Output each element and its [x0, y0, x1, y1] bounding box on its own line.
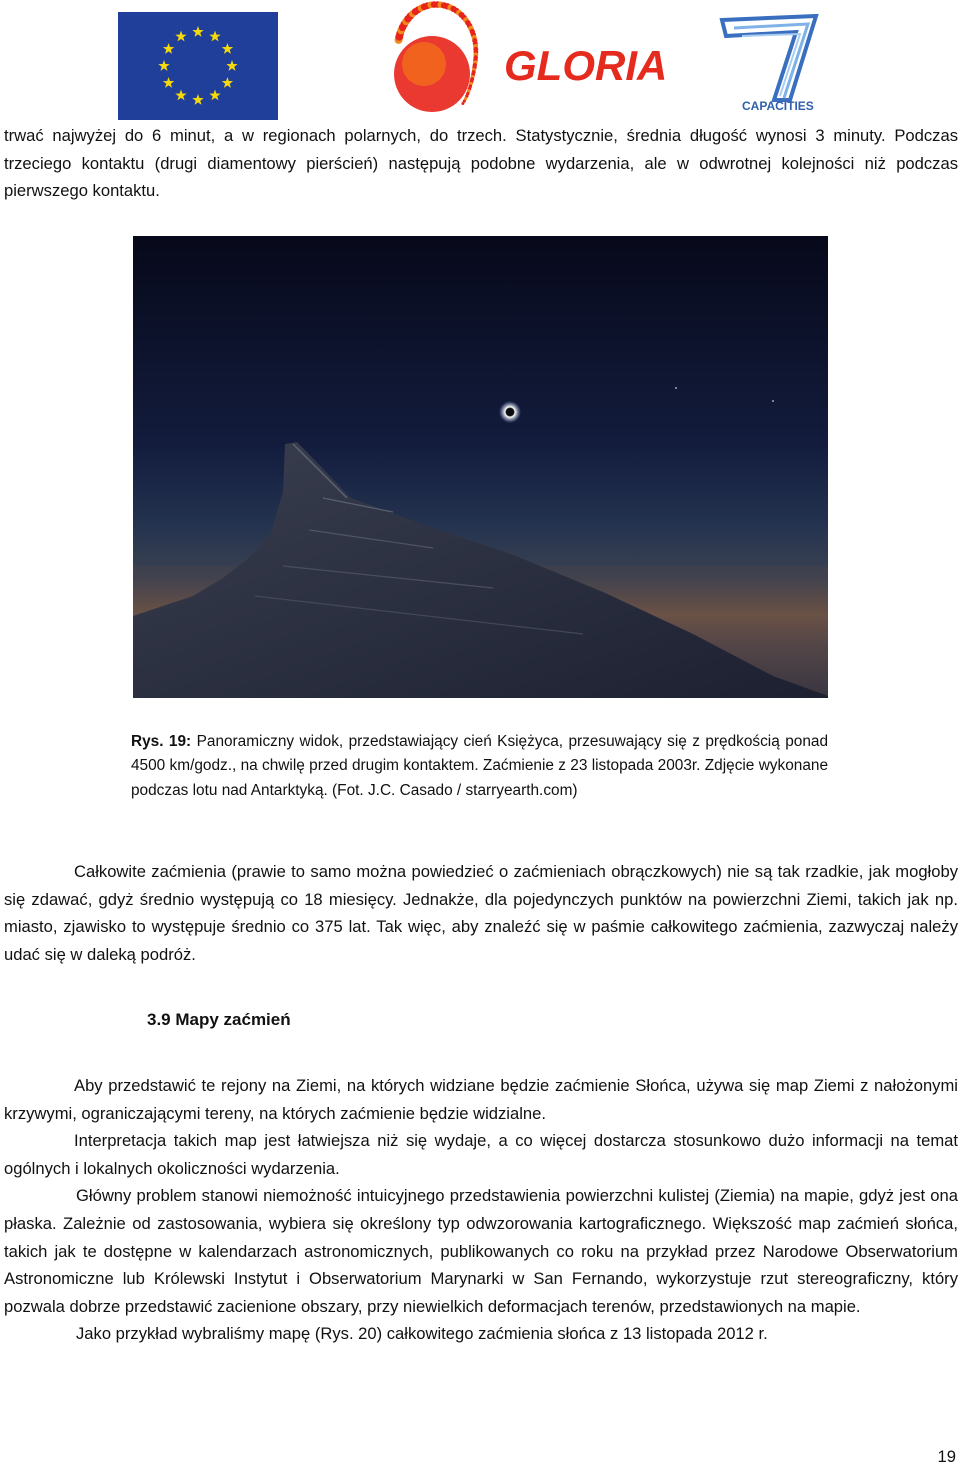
section-body	[4, 1072, 958, 1348]
section-paragraph-2: Interpretacja takich map jest łatwiejsza niż się wydaje, a co więcej dostarcza stosunkowo dużo informacji na temat ogólnych i lokalnych okoliczności wydarzenia.	[4, 1131, 958, 1178]
paragraph-top: trwać najwyżej do 6 minut, a w regionach polarnych, do trzech. Statystycznie, średnia długość wynosi 3 minuty. Podczas trzeciego kontaktu (drugi diamentowy pierścień) następują podobne wydarzenia, ale w odwrotnej kolejności niż podczas pierwszego kontaktu.	[4, 126, 958, 201]
eu-flag-icon	[118, 12, 278, 120]
header-logos	[0, 0, 960, 122]
gloria-wordmark: GLORIA	[504, 42, 668, 89]
section-paragraph-4: Jako przykład wybraliśmy mapę (Rys. 20) całkowitego zaćmienia słońca z 13 listopada 2012 r.	[76, 1324, 768, 1344]
page-number: 19	[937, 1447, 956, 1466]
fp7-capacities-logo	[712, 8, 826, 120]
section-paragraph-3: Główny problem stanowi niemożność intuicyjnego przedstawienia powierzchni kulistej (Ziemia) na mapie, gdyż jest ona płaska. Zależnie od zastosowania, wybiera się określony typ odwzorowania kartograficznego. Większość map zaćmień słońca, takich jak te dostępne w kalendarzach astronomicznych, publikowanych co roku na przykład przez Narodowe Obserwatorium Astronomiczne lub Królewski Instytut i Obserwatorium Marynarki w San Fernando, wykorzystuje rzut stereograficzny, który pozwala dobrze przedstawić zacienione obszary, przy niewielkich deformacjach terenów, przedstawionych na mapie.	[4, 1186, 958, 1316]
capacities-label: CAPACITIES	[742, 99, 814, 113]
section-paragraph-1: Aby przedstawić te rejony na Ziemi, na których widziane będzie zaćmienie Słońca, używa się map Ziemi z nałożonymi krzywymi, ograniczającymi tereny, na których zaćmienie będzie widzialne.	[4, 1076, 958, 1123]
gloria-dot	[461, 102, 464, 105]
eclipse-photo-illustration	[133, 236, 828, 698]
paragraph-middle: Całkowite zaćmienia (prawie to samo można powiedzieć o zaćmieniach obrączkowych) nie są tak rzadkie, jak mogłoby się zdawać, gdyż średnio występują co 18 miesięcy. Jednakże, dla pojedynczych punktów na powierzchni Ziemi, takich jak np. miasto, zjawisko to występuje średnio co 375 lat. Tak więc, aby znaleźć się w paśmie całkowitego zaćmienia, zazwyczaj należy udać się w daleką podróż.	[4, 862, 958, 964]
figure-caption	[131, 730, 828, 803]
gloria-logo	[380, 2, 668, 120]
eclipse-photo	[133, 236, 828, 698]
figure-caption-text: Panoramiczny widok, przedstawiający cień Księżyca, przesuwający się z prędkością ponad 4500 km/godz., na chwilę przed drugim kontaktem. Zaćmienie z 23 listopada 2003r. Zdjęcie wykonane podczas lotu nad Antarktyką. (Fot. J.C. Casado / starryearth.com)	[131, 733, 828, 799]
figure-caption-label: Rys. 19:	[131, 733, 192, 750]
section-heading: 3.9 Mapy zaćmień	[147, 1010, 291, 1029]
